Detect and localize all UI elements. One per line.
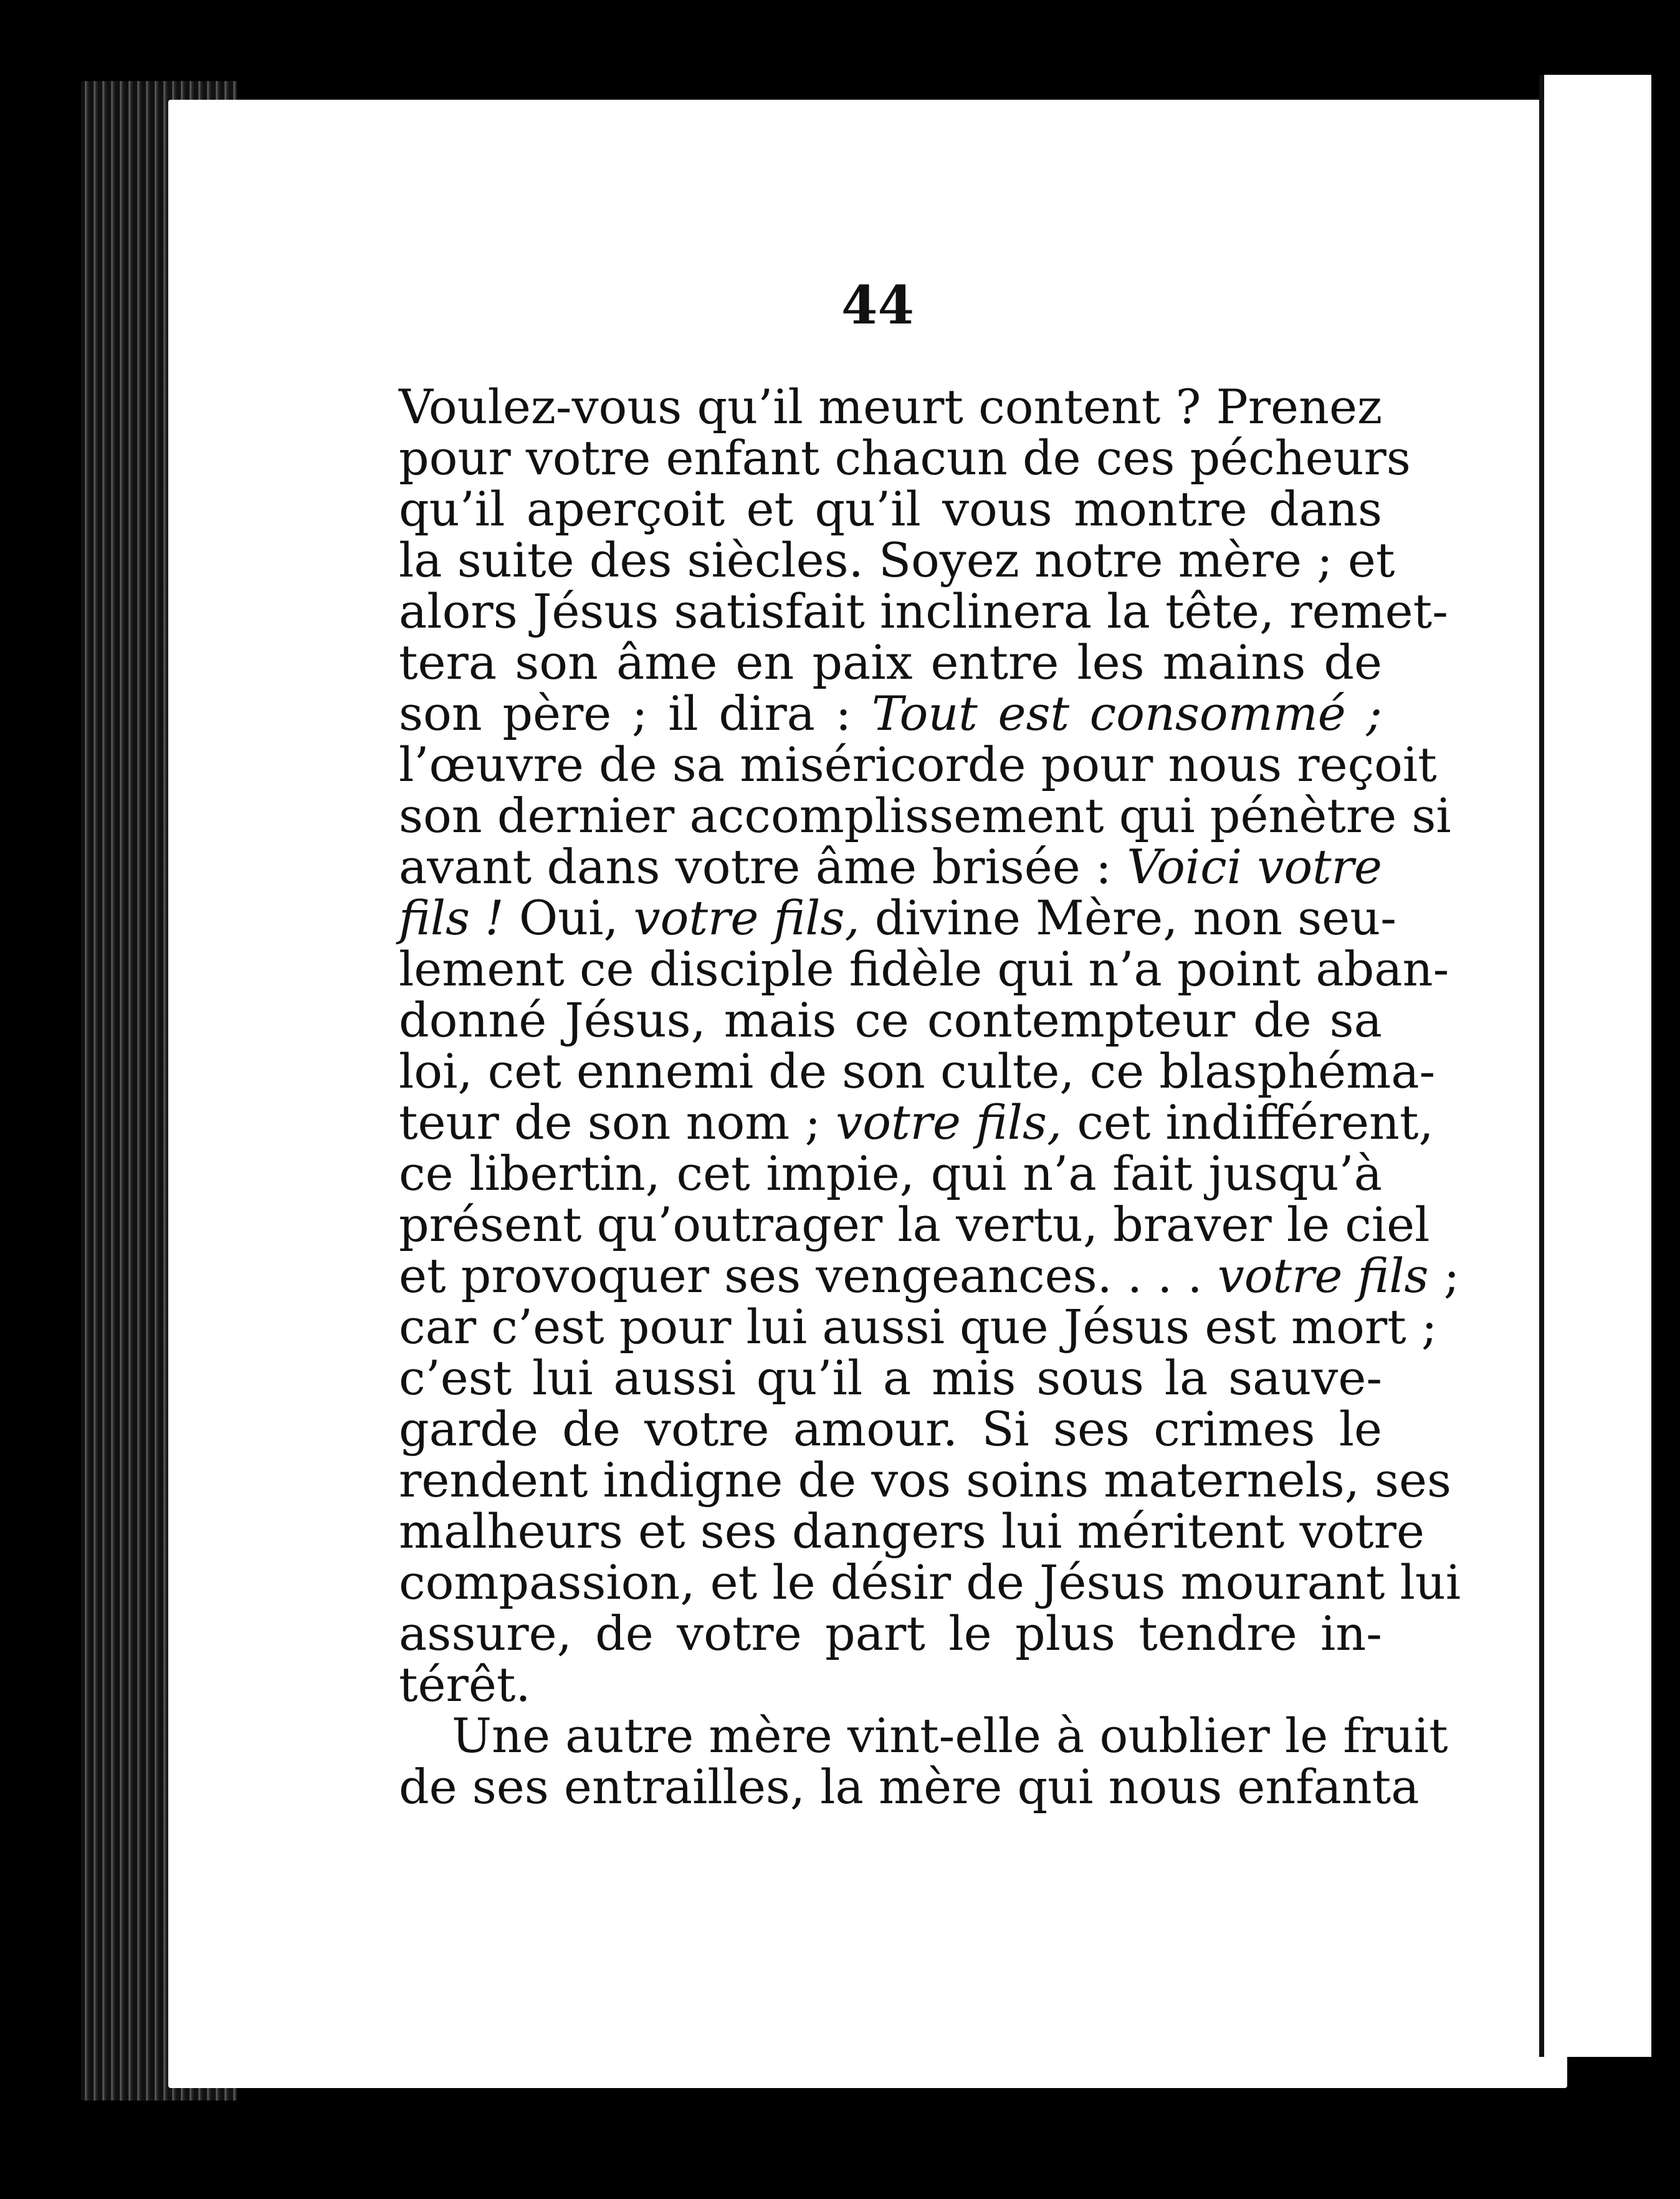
italic-text: Tout est consommé ; xyxy=(871,686,1382,741)
text-segment: lement ce disciple fidèle qui n’a point aban- xyxy=(399,941,1449,997)
text-segment: la suite des siècles. Soyez notre mère ; et xyxy=(399,532,1395,588)
text-segment: son dernier accomplissement qui pénètre si xyxy=(399,788,1451,843)
text-segment: tera son âme en paix entre les mains de xyxy=(399,635,1382,690)
text-line xyxy=(399,890,1396,946)
text-line xyxy=(399,1708,1448,1763)
text-line xyxy=(399,1148,1382,1199)
text-segment: de ses entrailles, la mère qui nous enfanta xyxy=(399,1759,1420,1814)
text-segment: ; xyxy=(1428,1248,1460,1303)
text-line xyxy=(399,737,1437,792)
text-line xyxy=(399,941,1449,997)
text-segment: loi, cet ennemi de son culte, ce blasphéma- xyxy=(399,1043,1436,1099)
text-line xyxy=(399,841,1382,893)
text-line xyxy=(399,1452,1452,1508)
text-segment: et provoquer ses vengeances. . . . xyxy=(399,1248,1218,1303)
text-line xyxy=(399,1248,1460,1303)
text-segment: Une autre mère vint-elle à oublier le fruit xyxy=(452,1708,1448,1763)
text-segment: garde de votre amour. Si ses crimes le xyxy=(399,1401,1382,1457)
text-line xyxy=(399,1608,1382,1659)
text-line xyxy=(399,532,1395,588)
text-segment: ce libertin, cet impie, qui n’a fait jusqu’à xyxy=(399,1146,1382,1201)
facing-page-edge xyxy=(1539,75,1651,2057)
text-line xyxy=(399,637,1382,688)
text-segment: l’œuvre de sa miséricorde pour nous reçoit xyxy=(399,737,1437,792)
text-segment: son père ; il dira : xyxy=(399,686,872,741)
text-line xyxy=(399,688,1382,739)
text-line xyxy=(399,583,1448,639)
text-segment: Voulez-vous qu’il meurt content ? Prenez xyxy=(399,379,1382,434)
text-segment: cet indifférent, xyxy=(1062,1095,1434,1150)
text-segment: pour votre enfant chacun de ces pécheurs xyxy=(399,430,1411,486)
italic-text: votre fils, xyxy=(836,1095,1062,1150)
text-segment: rendent indigne de vos soins maternels, ses xyxy=(399,1452,1452,1508)
page-number: 44 xyxy=(841,274,914,336)
text-segment: teur de son nom ; xyxy=(399,1095,836,1150)
text-line xyxy=(399,1659,1382,1710)
text-segment: présent qu’outrager la vertu, braver le ciel xyxy=(399,1197,1430,1252)
text-line xyxy=(399,992,1382,1048)
italic-text: votre fils, xyxy=(633,890,860,946)
gutter-line xyxy=(1539,75,1544,2057)
text-line xyxy=(399,1401,1382,1457)
text-line xyxy=(399,1503,1425,1559)
text-segment: alors Jésus satisfait inclinera la tête, remet- xyxy=(399,583,1448,639)
text-line xyxy=(399,1043,1436,1099)
italic-text: Voici votre xyxy=(1127,839,1382,894)
text-line xyxy=(399,1197,1430,1252)
text-line xyxy=(399,381,1382,433)
text-line xyxy=(399,1759,1420,1814)
text-line xyxy=(399,430,1411,486)
text-segment: divine Mère, non seu- xyxy=(859,890,1396,946)
text-segment: malheurs et ses dangers lui méritent votre xyxy=(399,1503,1425,1559)
text-line xyxy=(399,788,1451,843)
text-segment: térêt. xyxy=(399,1657,531,1712)
text-segment: qu’il aperçoit et qu’il vous montre dans xyxy=(399,481,1382,537)
text-segment: car c’est pour lui aussi que Jésus est mort ; xyxy=(399,1299,1438,1354)
text-line xyxy=(399,1299,1438,1354)
text-segment: c’est lui aussi qu’il a mis sous la sauve- xyxy=(399,1350,1382,1406)
text-line xyxy=(399,1095,1434,1150)
text-line xyxy=(399,481,1382,537)
italic-text: fils ! xyxy=(399,890,504,946)
text-segment: Oui, xyxy=(504,890,634,946)
text-segment: donné Jésus, mais ce contempteur de sa xyxy=(399,992,1382,1048)
text-segment: avant dans votre âme brisée : xyxy=(399,839,1127,894)
text-segment: assure, de votre part le plus tendre in- xyxy=(399,1606,1382,1661)
text-line xyxy=(399,1350,1382,1406)
text-segment: compassion, et le désir de Jésus mourant lui xyxy=(399,1555,1461,1610)
text-line xyxy=(399,1555,1461,1610)
italic-text: votre fils xyxy=(1217,1248,1429,1303)
body-text xyxy=(399,379,1461,1814)
